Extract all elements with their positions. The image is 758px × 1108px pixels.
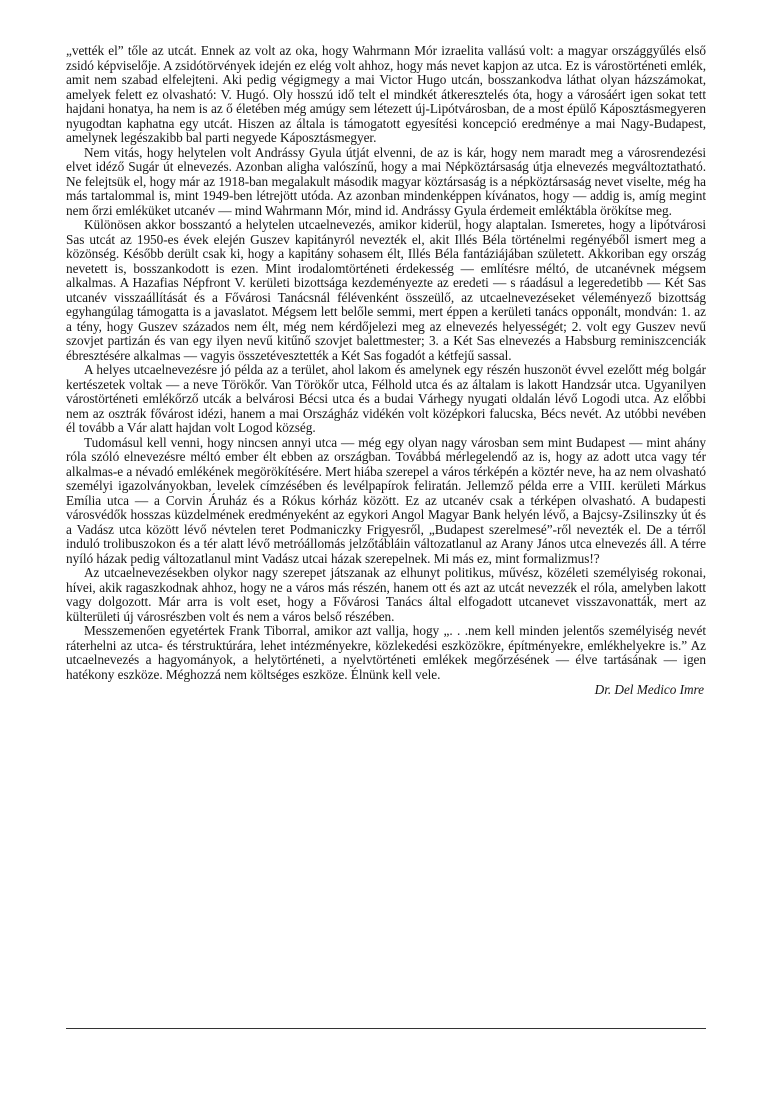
- paragraph-1: „vették el” tőle az utcát. Ennek az volt az oka, hogy Wahrmann Mór izraelita vallású volt: a magyar országgyűlés első zsidó képviselője. A zsidótörvények idején ez elég volt ahhoz, hogy más nevet kapjon az utca. Ez is várostörténeti emlék, amit nem szabad elfelejteni. Aki pedig végigmegy a mai Victor Hugo utcán, bosszankodva láthat olyan házszámokat, amelyek felett ez olvasható: V. Hugó. Oly hosszú idő telt el mindkét átkeresztelés óta, hogy a városáért igen sokat tett hajdani honatya, ha nem is az ő életében még amúgy sem létezett új-Lipótvárosban, de a most épülő Káposztásmegyeren nyugodtan kaphatna egy utcát. Hiszen az általa is támogatott egyesítési koncepció eredménye a mai Nagy-Budapest, amelynek legészakibb bal parti negyede Káposztásmegyer.: [66, 43, 706, 145]
- author-signature: Dr. Del Medico Imre: [594, 682, 704, 697]
- paragraph-6: Az utcaelnevezésekben olykor nagy szerepet játszanak az elhunyt politikus, művész, közéleti személyiség rokonai, hívei, akik ragaszkodnak ahhoz, hogy ne a város más részén, hanem ott és azt az utcát nevezzék el róla, amelyben lakott vagy dolgozott. Már arra is volt eset, hogy a Fővárosi Tanács által elfogadott utcanevet visszavonatták, mert az külterületi új városrészben volt és nem a város belső részében.: [66, 565, 706, 624]
- paragraph-2: Nem vitás, hogy helytelen volt Andrássy Gyula útját elvenni, de az is kár, hogy nem maradt meg a városrendezési elvet idéző Sugár út elnevezés. Azonban aligha valószínű, hogy a mai Népköztársaság útja elnevezés megváltoztatható. Ne felejtsük el, hogy már az 1918-ban megalakult második magyar köztársaság is a népköztársaság nevet viselte, még ha más tartalommal is, mint 1949-ben létrejött utóda. Az azonban mindenképpen kívánatos, hogy — addig is, amíg megint nem őrzi emléküket utcanév — mind Wahrmann Mór, mind id. Andrássy Gyula érdemeit emléktábla örökítse meg.: [66, 144, 706, 218]
- paragraph-4: A helyes utcaelnevezésre jó példa az a terület, ahol lakom és amelynek egy részén huszonöt évvel ezelőtt még bolgár kertészetek voltak — a neve Törökőr. Van Törökőr utca, Félhold utca és az általam is lakott Handzsár utca. Ugyanilyen várostörténeti emlékőrző utcák a belvárosi Bécsi utca és a budai Várhegy nyugati oldalán lévő Logodi utca. Az előbbi nem az osztrák fővárost idézi, hanem a mai Országház vidékén volt középkori falucska, Bécs nevét. Az utóbbi nevében él tovább a Vár alatt hajdan volt Logod község.: [66, 362, 706, 435]
- paragraph-7: Messzemenően egyetértek Frank Tiborral, amikor azt vallja, hogy „. . .nem kell minden jelentős személyiség nevét ráterhelni az utca- és térstruktúrára, lehet intézményekre, közlekedési eszközökre, építményekre, emlékhelyekre is.” Az utcaelnevezés a hagyományok, a helytörténeti, a nyelvtörténeti emlékek megőrzésének — élve tartásának — igen hatékony eszköze. Méghozzá nem költséges eszköze. Élnünk kell vele.: [66, 623, 706, 682]
- paragraph-5: Tudomásul kell venni, hogy nincsen annyi utca — még egy olyan nagy városban sem mint Budapest — mint ahány róla szóló elnevezésre méltó ember élt ebben az országban. Továbbá mérlegelendő az is, hogy az adott utca vagy tér alkalmas-e a névadó emlékének megörökítésére. Mert hiába szerepel a város térképén a köztér neve, ha az nem olvasható személyi igazolványokban, levelek címzésében és levélpapírok feliratán. Jellemző példa erre a VIII. kerületi Márkus Emília utca — a Corvin Áruház és a Rókus kórház között. Ez az utcanév csak a térképen olvasható. A budapesti városvédők hosszas küzdelmének eredményeként az egykori Angol Magyar Bank helyén lévő, a Bajcsy-Zsilinszky út és a Vadász utca között lévő névtelen teret Podmaniczky Frigyesről, „Budapest szerelmesé”-ről nevezték el. De a térről induló trolibuszokon és a tér alatt lévő metróállomás jelzőtábláin változatlanul az Arany János utca elnevezés áll. A térre nyíló házak pedig változatlanul mint Vadász utcai házak szerepelnek. Mi más ez, mint formalizmus!?: [66, 434, 706, 566]
- paragraph-3: Különösen akkor bosszantó a helytelen utcaelnevezés, amikor kiderül, hogy alaptalan. Ismeretes, hogy a lipótvárosi Sas utcát az 1950-es évek elején Guszev kapitányról nevezték el, akit Illés Béla történelmi regényéből ismert meg a közönség. Később derült csak ki, hogy a kapitány sohasem élt, Illés Béla fantáziájában született. Akkoriban egy ország nevetett is, bosszankodott is ezen. Mint irodalomtörténeti érdekesség — említésre méltó, de utcanévnek mégsem alkalmas. A Hazafias Népfront V. kerületi bizottsága kezdeményezte az eredeti — s ráadásul a legeredetibb — Két Sas utcanév visszaállítását és a Fővárosi Tanácsnál félévenként összeülő, az utcaelnevezéseket véleményező bizottság egyhangúlag támogatta is a javaslatot. Mégsem lett belőle semmi, mert éppen a kerületi tanács opponált, mondván: 1. az a tény, hogy Guszev százados nem élt, még nem kérdőjelezi meg az elnevezés helyességét; 2. volt egy Guszev nevű szovjet partizán és van egy ilyen nevű kitűnő szovjet balettmester; 3. a Két Sas elnevezés a Habsburg reminiszcenciák ébresztésére alkalmas — vagyis összetévesztették a Két Sas fogadót a kétfejű sassal.: [66, 217, 706, 363]
- article-body: [66, 44, 706, 698]
- bottom-divider: [66, 1028, 706, 1029]
